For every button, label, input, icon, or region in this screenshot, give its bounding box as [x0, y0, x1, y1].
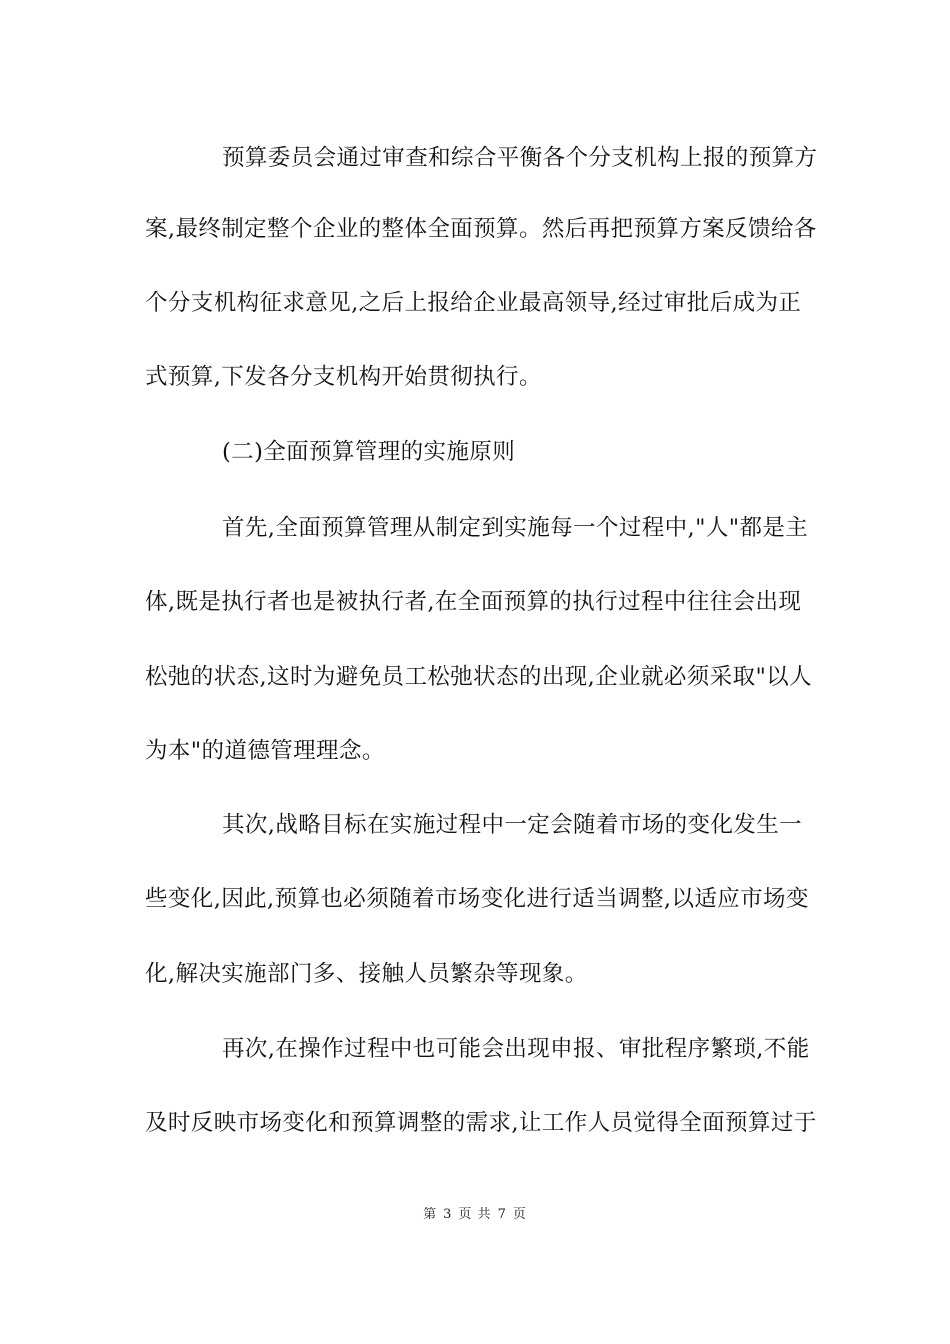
paragraph-line: 个分支机构征求意见,之后上报给企业最高领导,经过审批后成为正: [145, 290, 802, 316]
paragraph-line: 案,最终制定整个企业的整体全面预算。然后再把预算方案反馈给各: [145, 216, 817, 242]
footer-mid: 页 共: [458, 1207, 492, 1222]
paragraph-line: 式预算,下发各分支机构开始贯彻执行。: [145, 364, 542, 390]
footer-total-pages: 7: [497, 1207, 507, 1222]
footer-current-page: 3: [443, 1207, 453, 1222]
footer-prefix: 第: [423, 1207, 438, 1222]
paragraph-line: 及时反映市场变化和预算调整的需求,让工作人员觉得全面预算过于: [145, 1110, 817, 1136]
page-footer: [0, 1206, 950, 1224]
paragraph-line: 为本"的道德管理理念。: [145, 738, 385, 764]
paragraph-line: 化,解决实施部门多、接触人员繁杂等现象。: [145, 961, 588, 987]
section-heading: (二)全面预算管理的实施原则: [222, 439, 516, 465]
paragraph-line: 再次,在操作过程中也可能会出现申报、审批程序繁琐,不能: [222, 1036, 810, 1062]
paragraph-line: 松弛的状态,这时为避免员工松弛状态的出现,企业就必须采取"以人: [145, 664, 813, 690]
paragraph-line: 些变化,因此,预算也必须随着市场变化进行适当调整,以适应市场变: [145, 886, 809, 912]
footer-suffix: 页: [512, 1207, 527, 1222]
paragraph-line: 首先,全面预算管理从制定到实施每一个过程中,"人"都是主: [222, 515, 809, 541]
paragraph-line: 其次,战略目标在实施过程中一定会随着市场的变化发生一: [222, 812, 803, 838]
paragraph-line: 预算委员会通过审查和综合平衡各个分支机构上报的预算方: [222, 145, 818, 171]
paragraph-line: 体,既是执行者也是被执行者,在全面预算的执行过程中往往会出现: [145, 589, 802, 615]
